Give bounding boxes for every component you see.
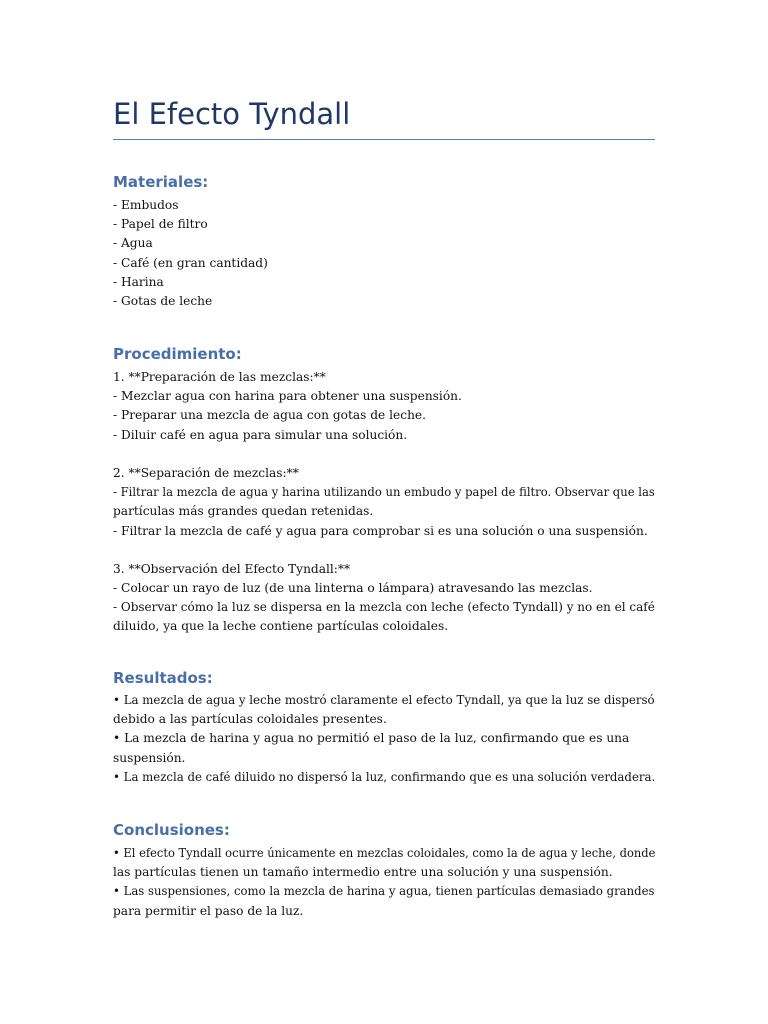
resultados-line: • La mezcla de harina y agua no permitió el paso de la luz, confirmando que es una	[113, 731, 630, 746]
resultados-line: suspensión.	[113, 750, 186, 765]
step-line: - Mezclar agua con harina para obtener una suspensión.	[113, 389, 462, 404]
procedimiento-heading: Procedimiento:	[113, 345, 242, 363]
document-title: El Efecto Tyndall	[113, 97, 351, 131]
materiales-heading: Materiales:	[113, 173, 209, 191]
paragraph-gap	[113, 541, 655, 560]
step-title: 3. **Observación del Efecto Tyndall:**	[113, 561, 351, 576]
resultados-line: • La mezcla de agua y leche mostró claramente el efecto Tyndall, ya que la luz se dispersó	[113, 693, 655, 707]
paragraph-gap	[113, 445, 655, 464]
step-line: partículas más grandes quedan retenidas.	[113, 504, 374, 519]
materiales-item: - Papel de filtro	[113, 217, 208, 232]
step-line: - Observar cómo la luz se dispersa en la mezcla con leche (efecto Tyndall) y no en el café	[113, 600, 655, 615]
conclusiones-line: • El efecto Tyndall ocurre únicamente en mezclas coloidales, como la de agua y leche, donde	[113, 846, 656, 860]
materiales-list	[113, 196, 655, 311]
resultados-body	[113, 691, 655, 787]
resultados-line: debido a las partículas coloidales presentes.	[113, 712, 387, 727]
conclusiones-heading: Conclusiones:	[113, 821, 230, 839]
materiales-item: - Café (en gran cantidad)	[113, 255, 268, 270]
procedimiento-body	[113, 368, 655, 637]
procedimiento-step-2	[113, 464, 655, 541]
procedimiento-step-1	[113, 368, 655, 445]
step-title: 2. **Separación de mezclas:**	[113, 465, 299, 480]
title-underline	[113, 139, 655, 140]
step-line: - Filtrar la mezcla de café y agua para comprobar si es una solución o una suspensión.	[113, 523, 648, 538]
conclusiones-line: • Las suspensiones, como la mezcla de harina y agua, tienen partículas demasiado grandes	[113, 884, 655, 899]
materiales-item: - Gotas de leche	[113, 293, 213, 308]
step-title: 1. **Preparación de las mezclas:**	[113, 370, 326, 384]
step-line: - Colocar un rayo de luz (de una linterna o lámpara) atravesando las mezclas.	[113, 581, 593, 596]
step-line: - Diluir café en agua para simular una solución.	[113, 427, 408, 442]
step-line: diluido, ya que la leche contiene partículas coloidales.	[113, 619, 449, 634]
conclusiones-line: las partículas tienen un tamaño intermedio entre una solución y una suspensión.	[113, 865, 613, 880]
procedimiento-step-3	[113, 560, 655, 637]
materiales-item: - Agua	[113, 236, 153, 251]
step-line: - Filtrar la mezcla de agua y harina utilizando un embudo y papel de filtro. Observar que las	[113, 485, 655, 500]
resultados-heading: Resultados:	[113, 669, 213, 687]
materiales-item: - Harina	[113, 274, 164, 289]
conclusiones-line: para permitir el paso de la luz.	[113, 903, 304, 918]
materiales-item: - Embudos	[113, 198, 179, 212]
resultados-line: • La mezcla de café diluido no dispersó la luz, confirmando que es una solución verdadera.	[113, 769, 656, 784]
step-line: - Preparar una mezcla de agua con gotas de leche.	[113, 408, 427, 423]
conclusiones-body	[113, 844, 655, 921]
